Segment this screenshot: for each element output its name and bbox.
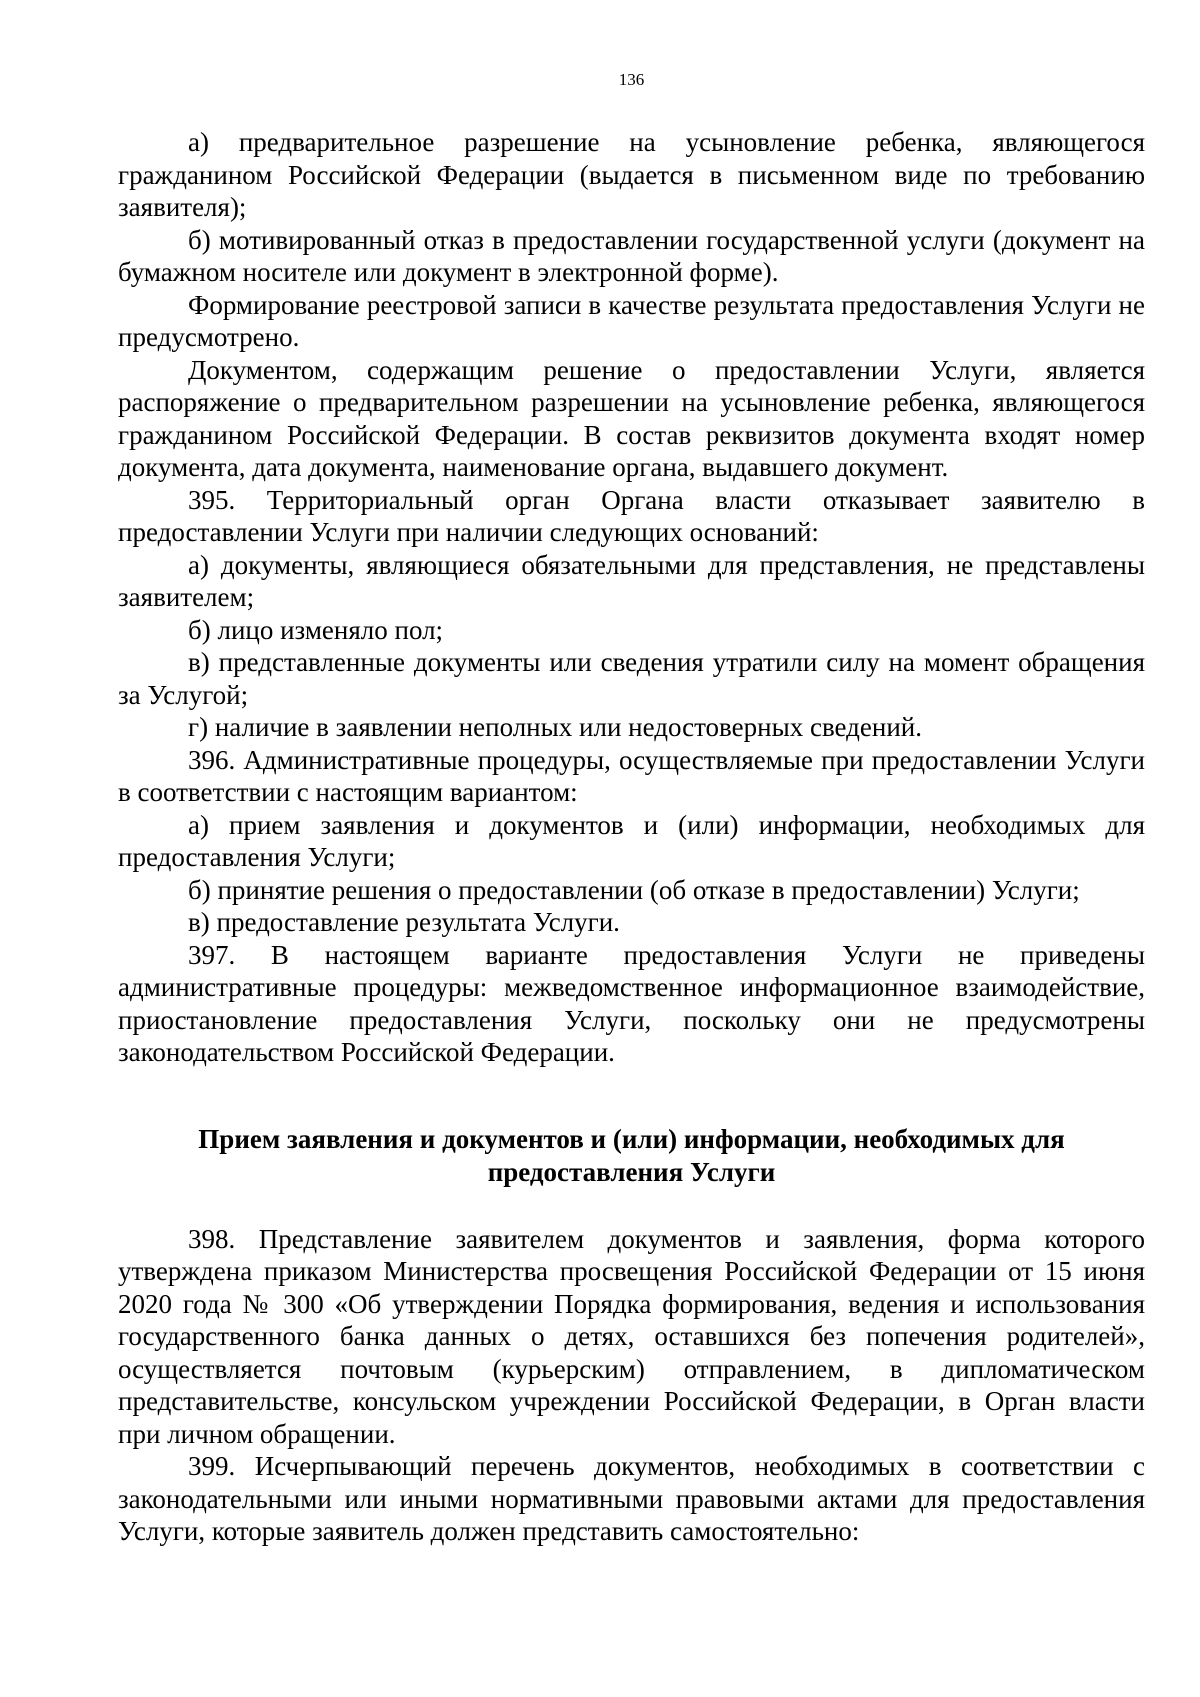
paragraph-395: 395. Территориальный орган Органа власти отказывает заявителю в предоставлении Услуги при наличии следующих оснований: xyxy=(118,484,1145,547)
top-text-block xyxy=(118,126,1145,1069)
paragraph-395-c: в) представленные документы или сведения утратили силу на момент обращения за Услугой; xyxy=(118,647,1145,710)
paragraph-registry-record: Формирование реестровой записи в качестве результата предоставления Услуги не предусмотрено. xyxy=(118,289,1145,352)
bottom-text-block xyxy=(118,1223,1145,1548)
paragraph-399: 399. Исчерпывающий перечень документов, необходимых в соответствии с законодательными или иными нормативными правовыми актами для предоставления Услуги, которые заявитель должен представить самостоятельно: xyxy=(118,1451,1145,1546)
paragraph-397: 397. В настоящем варианте предоставления Услуги не приведены административные процедуры: межведомственное информационное взаимодействие, приостановление предоставления Услуги, поскольку они не предусмотрены законодательством Российской Федерации. xyxy=(118,939,1145,1067)
paragraph-decision-document: Документом, содержащим решение о предоставлении Услуги, является распоряжение о предварительном разрешении на усыновление ребенка, являющегося гражданином Российской Федерации. В состав реквизитов документа входят номер документа, дата документа, наименование органа, выдавшего документ. xyxy=(118,354,1145,482)
paragraph-395-d: г) наличие в заявлении неполных или недостоверных сведений. xyxy=(188,712,922,742)
section-heading: Прием заявления и документов и (или) информации, необходимых для предоставления Услуги xyxy=(198,1123,1065,1187)
document-page xyxy=(118,70,1145,1548)
paragraph-result-b: б) мотивированный отказ в предоставлении государственной услуги (документ на бумажном носителе или документ в электронной форме). xyxy=(118,224,1145,287)
paragraph-395-b: б) лицо изменяло пол; xyxy=(188,614,444,645)
page-number: 136 xyxy=(618,70,645,89)
paragraph-396: 396. Административные процедуры, осуществляемые при предоставлении Услуги в соответствии с настоящим вариантом: xyxy=(118,744,1145,807)
paragraph-395-a: а) документы, являющиеся обязательными для представления, не представлены заявителем; xyxy=(118,549,1145,612)
paragraph-396-a: а) прием заявления и документов и (или) информации, необходимых для предоставления Услуги; xyxy=(118,809,1145,872)
paragraph-396-b: б) принятие решения о предоставлении (об отказе в предоставлении) Услуги; xyxy=(188,874,1080,905)
paragraph-396-c: в) предоставление результата Услуги. xyxy=(188,907,620,937)
paragraph-result-a: а) предварительное разрешение на усыновление ребенка, являющегося гражданином Российской Федерации (выдается в письменном виде по требованию заявителя); xyxy=(118,127,1145,222)
paragraph-398: 398. Представление заявителем документов и заявления, форма которого утверждена приказом Министерства просвещения Российской Федерации от 15 июня 2020 года № 300 «Об утверждении Порядка формирования, ведения и использования государственного банка данных о детях, оставшихся без попечения родителей», осуществляется почтовым (курьерским) отправлением, в дипломатическом представительстве, консульском учреждении Российской Федерации, в Орган власти при личном обращении. xyxy=(118,1223,1145,1449)
